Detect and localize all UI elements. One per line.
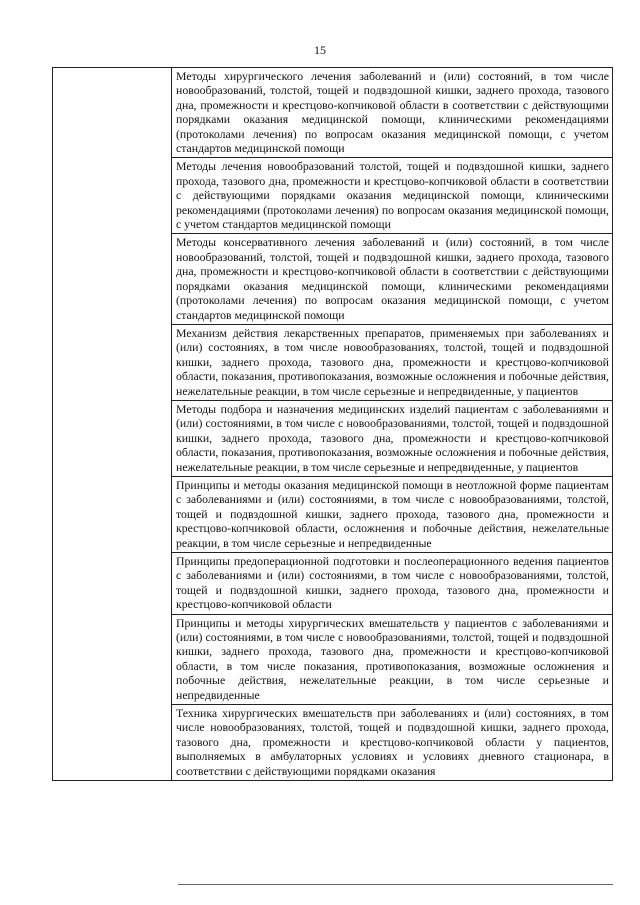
- table-cell: Методы подбора и назначения медицинских изделий пациентам с заболеваниями и (или) состояниями, в том числе с новообразованиями, толстой, тощей и подвздошной кишки, заднего прохода, тазового дна, промежности и крестцово-копчиковой области, показания, противопоказания, возможные осложнения и побочные действия, нежелательные реакции, в том числе серьезные и непредвиденные, у пациентов: [172, 400, 613, 476]
- table-row: [53, 68, 613, 158]
- page-bottom-rule: [178, 884, 613, 885]
- left-column-cell: [53, 68, 172, 781]
- table-cell: Принципы и методы оказания медицинской помощи в неотложной форме пациентам с заболеваниями и (или) состояниями, в том числе с новообразованиями, толстой, тощей и подвздошной кишки, заднего прохода, тазового дна, промежности и крестцово-копчиковой области, осложнения и побочные действия, нежелательные реакции, в том числе серьезные и непредвиденные: [172, 476, 613, 552]
- table-cell: Техника хирургических вмешательств при заболеваниях и (или) состояниях, в том числе новообразованиях, толстой, тощей и подвздошной кишки, заднего прохода, тазового дна, промежности и крестцово-копчиковой области у пациентов, выполняемых в амбулаторных условиях и условиях дневного стационара, в соответствии с действующими порядками оказания: [172, 705, 613, 781]
- requirements-table: [52, 67, 613, 781]
- table-cell: Методы хирургического лечения заболеваний и (или) состояний, в том числе новообразований, толстой, тощей и подвздошной кишки, заднего прохода, тазового дна, промежности и крестцово-копчиковой области в соответствии с действующими порядками оказания медицинской помощи, клиническими рекомендациями (протоколами лечения) по вопросам оказания медицинской помощи, с учетом стандартов медицинской помощи: [172, 68, 613, 158]
- table-cell: Принципы и методы хирургических вмешательств у пациентов с заболеваниями и (или) состояниями, в том числе с новообразованиями, толстой, тощей и подвздошной кишки, заднего прохода, тазового дна, промежности и крестцово-копчиковой области, в том числе показания, противопоказания, возможные осложнения и побочные действия, нежелательные реакции, в том числе серьезные и непредвиденные: [172, 614, 613, 704]
- table-cell: Методы консервативного лечения заболеваний и (или) состояний, в том числе новообразований, толстой, тощей и подвздошной кишки, заднего прохода, тазового дна, промежности и крестцово-копчиковой области в соответствии с действующими порядками оказания медицинской помощи, клиническими рекомендациями (протоколами лечения) по вопросам оказания медицинской помощи, с учетом стандартов медицинской помощи: [172, 234, 613, 324]
- table-cell: Принципы предоперационной подготовки и послеоперационного ведения пациентов с заболеваниями и (или) состояниями, в том числе с новообразованиями, толстой, тощей и подвздошной кишки, заднего прохода, тазового дна, промежности и крестцово-копчиковой области: [172, 553, 613, 615]
- page-number: 15: [314, 43, 326, 57]
- table-cell: Механизм действия лекарственных препаратов, применяемых при заболеваниях и (или) состояниях, в том числе новообразованиях, толстой, тощей и подвздошной кишки, заднего прохода, тазового дна, промежности и крестцово-копчиковой области, показания, противопоказания, возможные осложнения и побочные действия, нежелательные реакции, в том числе серьезные и непредвиденные, у пациентов: [172, 324, 613, 400]
- table-cell: Методы лечения новообразований толстой, тощей и подвздошной кишки, заднего прохода, тазового дна, промежности и крестцово-копчиковой области в соответствии с действующими порядками оказания медицинской помощи, клиническими рекомендациями (протоколами лечения) по вопросам оказания медицинской помощи, с учетом стандартов медицинской помощи: [172, 158, 613, 234]
